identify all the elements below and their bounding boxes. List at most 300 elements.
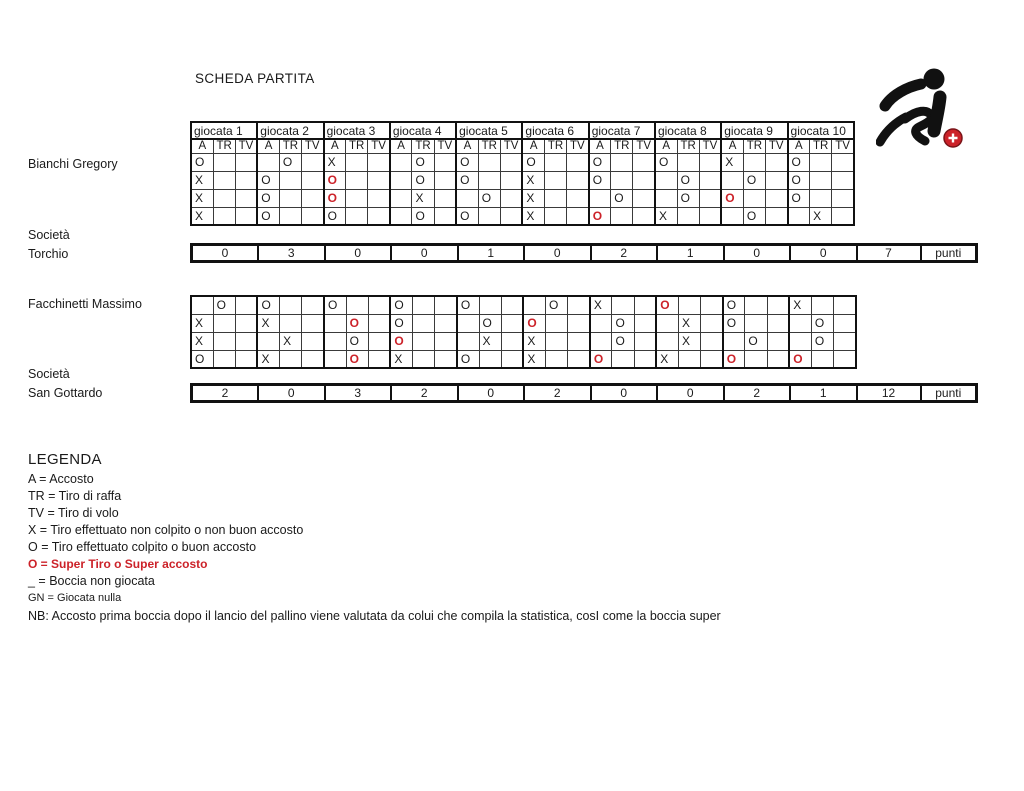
mark-cell [235, 189, 257, 207]
mark-cell [235, 153, 257, 171]
mark-cell [810, 189, 832, 207]
points-cell: 2 [724, 385, 791, 402]
mark-cell [634, 314, 656, 332]
mark-cell [568, 296, 590, 314]
mark-cell [235, 332, 257, 350]
mark-cell [434, 153, 456, 171]
mark-cell: O [390, 296, 412, 314]
mark-cell [767, 350, 789, 368]
legend-item: O = Tiro effettuato colpito o buon accosto [28, 540, 257, 554]
mark-cell [346, 153, 368, 171]
mark-cell: X [324, 153, 346, 171]
subcol-header: TV [235, 139, 257, 153]
score-table-torchio [190, 243, 978, 263]
mark-cell: O [191, 350, 213, 368]
mark-cell: O [346, 314, 368, 332]
mark-cell [413, 332, 435, 350]
score-row [192, 245, 977, 262]
player-figure-strokes [880, 84, 940, 142]
mark-cell [346, 189, 368, 207]
mark-cell [701, 350, 723, 368]
mark-cell: X [523, 332, 545, 350]
mark-cell [413, 314, 435, 332]
mark-cell [501, 332, 523, 350]
mark-cell [213, 189, 235, 207]
bocce-player-logo [876, 64, 968, 148]
subcol-header: A [788, 139, 810, 153]
mark-cell: O [390, 332, 412, 350]
legend-item: GN = Giocata nulla [28, 592, 122, 604]
mark-cell [213, 332, 235, 350]
mark-cell: O [589, 171, 611, 189]
marks-row [191, 296, 856, 314]
marks-row [191, 171, 854, 189]
mark-cell: X [257, 350, 279, 368]
mark-cell [567, 171, 589, 189]
mark-cell [699, 189, 721, 207]
giocata-header: giocata 2 [257, 122, 323, 139]
total-cell: 12 [857, 385, 921, 402]
mark-cell [390, 207, 412, 225]
mark-cell [656, 332, 678, 350]
mark-cell [324, 350, 346, 368]
mark-cell: X [789, 296, 811, 314]
subcol-header: TR [743, 139, 765, 153]
giocata-header: giocata 8 [655, 122, 721, 139]
punti-label: punti [921, 245, 977, 262]
mark-cell [612, 350, 634, 368]
mark-cell [767, 332, 789, 350]
mark-cell: X [810, 207, 832, 225]
total-cell: 7 [857, 245, 921, 262]
points-cell: 1 [458, 245, 525, 262]
subcol-header: TV [567, 139, 589, 153]
mark-cell [368, 332, 390, 350]
mark-cell [435, 296, 457, 314]
mark-cell [810, 153, 832, 171]
mark-cell [457, 332, 479, 350]
mark-cell: X [191, 189, 213, 207]
giocata-header: giocata 7 [589, 122, 655, 139]
mark-cell [765, 189, 787, 207]
mark-cell [213, 153, 235, 171]
giocata-header: giocata 9 [721, 122, 787, 139]
mark-cell [279, 207, 301, 225]
mark-cell [479, 296, 501, 314]
legend-item: _ = Boccia non giocata [28, 574, 155, 588]
subcol-header: TR [611, 139, 633, 153]
mark-cell: X [522, 171, 544, 189]
subcol-header: TV [368, 139, 390, 153]
mark-cell: O [346, 332, 368, 350]
subcol-header: TR [346, 139, 368, 153]
mark-cell [302, 296, 324, 314]
mark-cell: O [522, 153, 544, 171]
subcol-header: TR [279, 139, 301, 153]
mark-cell [701, 296, 723, 314]
mark-cell [324, 332, 346, 350]
mark-cell [390, 189, 412, 207]
mark-cell [279, 189, 301, 207]
mark-cell: O [590, 350, 612, 368]
mark-cell [435, 350, 457, 368]
marks-row [191, 189, 854, 207]
player-name-bianchi: Bianchi Gregory [28, 157, 118, 171]
points-cell: 0 [657, 385, 724, 402]
mark-cell: X [721, 153, 743, 171]
marks-row [191, 350, 856, 368]
mark-cell [301, 207, 323, 225]
mark-cell [368, 207, 390, 225]
giocata-header: giocata 6 [522, 122, 588, 139]
legend-title: LEGENDA [28, 451, 102, 468]
mark-cell [721, 171, 743, 189]
points-cell: 3 [258, 245, 325, 262]
mark-cell: O [677, 171, 699, 189]
mark-cell: O [723, 296, 745, 314]
subcol-header: A [589, 139, 611, 153]
mark-cell: O [788, 171, 810, 189]
subcol-header: TR [412, 139, 434, 153]
mark-cell [301, 153, 323, 171]
legend-item: TR = Tiro di raffa [28, 489, 122, 503]
mark-cell: O [457, 350, 479, 368]
mark-cell: O [279, 153, 301, 171]
mark-cell [500, 189, 522, 207]
mark-cell: O [811, 332, 833, 350]
mark-cell: O [457, 296, 479, 314]
subcol-header: A [456, 139, 478, 153]
mark-cell: O [589, 153, 611, 171]
mark-cell: O [324, 296, 346, 314]
mark-cell [743, 153, 765, 171]
mark-cell [280, 350, 302, 368]
mark-cell: X [479, 332, 501, 350]
points-cell: 0 [325, 245, 392, 262]
mark-cell [611, 153, 633, 171]
mark-cell: O [324, 189, 346, 207]
mark-cell [346, 296, 368, 314]
subcol-header: TV [699, 139, 721, 153]
mark-cell: O [745, 332, 767, 350]
mark-cell [523, 296, 545, 314]
player-head [924, 69, 945, 90]
mark-cell [235, 171, 257, 189]
subcol-header: TV [434, 139, 456, 153]
mark-cell: X [412, 189, 434, 207]
mark-cell: O [743, 171, 765, 189]
mark-cell: O [788, 189, 810, 207]
points-cell: 0 [790, 245, 857, 262]
mark-cell [500, 207, 522, 225]
mark-cell: O [788, 153, 810, 171]
mark-cell [302, 314, 324, 332]
mark-cell: O [412, 171, 434, 189]
mark-cell: O [257, 207, 279, 225]
society-label-1: Società [28, 228, 70, 242]
points-cell: 0 [391, 245, 458, 262]
mark-cell [191, 296, 213, 314]
points-cell: 2 [591, 245, 658, 262]
legend-item: X = Tiro effettuato non colpito o non buon accosto [28, 523, 304, 537]
mark-cell: O [723, 314, 745, 332]
mark-cell [257, 332, 279, 350]
mark-cell [677, 207, 699, 225]
mark-cell [434, 171, 456, 189]
mark-cell [721, 207, 743, 225]
mark-cell [457, 314, 479, 332]
mark-cell: X [280, 332, 302, 350]
marks-table-bianchi [190, 121, 855, 226]
points-cell: 0 [458, 385, 525, 402]
score-table-san-gottardo [190, 383, 978, 403]
mark-cell [545, 207, 567, 225]
mark-cell [655, 189, 677, 207]
mark-cell [634, 332, 656, 350]
mark-cell [767, 314, 789, 332]
mark-cell [213, 350, 235, 368]
mark-cell [699, 153, 721, 171]
subcol-header: A [324, 139, 346, 153]
mark-cell: O [257, 296, 279, 314]
mark-cell: O [656, 296, 678, 314]
mark-cell: O [456, 207, 478, 225]
mark-cell [301, 171, 323, 189]
subcol-header: A [390, 139, 412, 153]
mark-cell: X [523, 350, 545, 368]
subcol-header: TV [633, 139, 655, 153]
mark-cell [346, 207, 368, 225]
mark-cell [500, 153, 522, 171]
subcol-header: A [257, 139, 279, 153]
mark-cell [701, 332, 723, 350]
mark-cell [590, 314, 612, 332]
subcol-header: A [191, 139, 213, 153]
mark-cell [546, 314, 568, 332]
mark-cell: O [789, 350, 811, 368]
mark-cell: O [191, 153, 213, 171]
mark-cell [568, 350, 590, 368]
player-name-facchinetti: Facchinetti Massimo [28, 297, 142, 311]
mark-cell [612, 296, 634, 314]
mark-cell: X [390, 350, 412, 368]
mark-cell [235, 296, 257, 314]
subcol-header-row [191, 139, 854, 153]
mark-cell [213, 207, 235, 225]
mark-cell [832, 171, 854, 189]
mark-cell [633, 207, 655, 225]
mark-cell [745, 296, 767, 314]
mark-cell [811, 350, 833, 368]
points-cell: 0 [724, 245, 791, 262]
mark-cell [279, 171, 301, 189]
mark-cell: O [611, 189, 633, 207]
points-cell: 0 [258, 385, 325, 402]
mark-cell: O [523, 314, 545, 332]
mark-cell [656, 314, 678, 332]
legend-item: O = Super Tiro o Super accosto [28, 557, 208, 571]
mark-cell: O [213, 296, 235, 314]
mark-cell [235, 350, 257, 368]
mark-cell [633, 171, 655, 189]
mark-cell [634, 296, 656, 314]
mark-cell [745, 314, 767, 332]
mark-cell: X [522, 207, 544, 225]
points-cell: 0 [591, 385, 658, 402]
mark-cell [699, 207, 721, 225]
mark-cell [435, 314, 457, 332]
society-label-2: Società [28, 367, 70, 381]
mark-cell: X [191, 314, 213, 332]
marks-row [191, 207, 854, 225]
subcol-header: TR [810, 139, 832, 153]
subcol-header: TV [500, 139, 522, 153]
mark-cell [568, 314, 590, 332]
mark-cell [765, 171, 787, 189]
giocata-header-row [191, 122, 854, 139]
mark-cell: X [522, 189, 544, 207]
mark-cell: O [743, 207, 765, 225]
mark-cell [745, 350, 767, 368]
mark-cell [567, 153, 589, 171]
mark-cell [567, 207, 589, 225]
legend-item: A = Accosto [28, 472, 94, 486]
mark-cell: O [721, 189, 743, 207]
mark-cell: X [678, 332, 700, 350]
mark-cell: X [678, 314, 700, 332]
mark-cell: O [677, 189, 699, 207]
mark-cell: O [257, 189, 279, 207]
mark-cell: X [191, 207, 213, 225]
mark-cell: X [191, 332, 213, 350]
mark-cell [368, 153, 390, 171]
giocata-header: giocata 1 [191, 122, 257, 139]
mark-cell [478, 153, 500, 171]
subcol-header: TV [301, 139, 323, 153]
mark-cell [589, 189, 611, 207]
mark-cell [368, 350, 390, 368]
mark-cell [478, 171, 500, 189]
mark-cell [767, 296, 789, 314]
mark-cell [257, 153, 279, 171]
mark-cell [765, 207, 787, 225]
mark-cell [413, 350, 435, 368]
mark-cell [611, 207, 633, 225]
points-cell: 0 [192, 245, 259, 262]
mark-cell [834, 350, 856, 368]
subcol-header: TR [478, 139, 500, 153]
mark-cell [832, 207, 854, 225]
mark-cell [390, 171, 412, 189]
mark-cell: X [191, 171, 213, 189]
subcol-header: A [655, 139, 677, 153]
subcol-header: A [522, 139, 544, 153]
mark-cell [567, 189, 589, 207]
giocata-header: giocata 3 [324, 122, 390, 139]
mark-cell: X [655, 207, 677, 225]
mark-cell [788, 207, 810, 225]
marks-row [191, 332, 856, 350]
mark-cell: O [612, 332, 634, 350]
mark-cell [655, 171, 677, 189]
mark-cell [546, 350, 568, 368]
mark-cell [324, 314, 346, 332]
mark-cell [811, 296, 833, 314]
mark-cell: O [257, 171, 279, 189]
marks-table-facchinetti [190, 295, 857, 369]
mark-cell [765, 153, 787, 171]
mark-cell [501, 314, 523, 332]
society-name-san-gottardo: San Gottardo [28, 386, 103, 400]
mark-cell [390, 153, 412, 171]
mark-cell [435, 332, 457, 350]
subcol-header: TR [545, 139, 567, 153]
mark-cell [434, 207, 456, 225]
giocata-header: giocata 4 [390, 122, 456, 139]
points-cell: 2 [391, 385, 458, 402]
mark-cell [434, 189, 456, 207]
points-cell: 2 [192, 385, 259, 402]
points-cell: 1 [790, 385, 857, 402]
subcol-header: TR [677, 139, 699, 153]
mark-cell [789, 332, 811, 350]
mark-cell: O [478, 189, 500, 207]
mark-cell: O [456, 153, 478, 171]
mark-cell [213, 171, 235, 189]
society-name-torchio: Torchio [28, 247, 69, 261]
mark-cell: O [655, 153, 677, 171]
mark-cell [699, 171, 721, 189]
mark-cell [678, 350, 700, 368]
mark-cell: O [324, 207, 346, 225]
giocata-header: giocata 5 [456, 122, 522, 139]
legend-note: NB: Accosto prima boccia dopo il lancio del pallino viene valutata da colui che compila la statistica, cosI come la boccia super [28, 609, 721, 623]
mark-cell [280, 296, 302, 314]
mark-cell [302, 350, 324, 368]
marks-row [191, 314, 856, 332]
mark-cell [235, 207, 257, 225]
mark-cell [301, 189, 323, 207]
mark-cell: O [390, 314, 412, 332]
mark-cell [677, 153, 699, 171]
mark-cell: X [257, 314, 279, 332]
mark-cell: O [456, 171, 478, 189]
mark-cell [832, 189, 854, 207]
mark-cell [213, 314, 235, 332]
mark-cell [834, 296, 856, 314]
points-cell: 0 [524, 245, 591, 262]
punti-label: punti [921, 385, 977, 402]
giocata-header: giocata 10 [788, 122, 854, 139]
page-title: SCHEDA PARTITA [195, 71, 315, 86]
mark-cell: O [612, 314, 634, 332]
mark-cell [545, 189, 567, 207]
mark-cell [545, 153, 567, 171]
mark-cell [501, 296, 523, 314]
mark-cell: X [656, 350, 678, 368]
mark-cell: O [412, 153, 434, 171]
mark-cell [743, 189, 765, 207]
mark-cell [368, 314, 390, 332]
mark-cell [368, 189, 390, 207]
mark-cell [413, 296, 435, 314]
legend-lines [28, 471, 848, 625]
mark-cell: X [590, 296, 612, 314]
mark-cell [456, 189, 478, 207]
subcol-header: TV [832, 139, 854, 153]
mark-cell [346, 171, 368, 189]
points-cell: 1 [657, 245, 724, 262]
